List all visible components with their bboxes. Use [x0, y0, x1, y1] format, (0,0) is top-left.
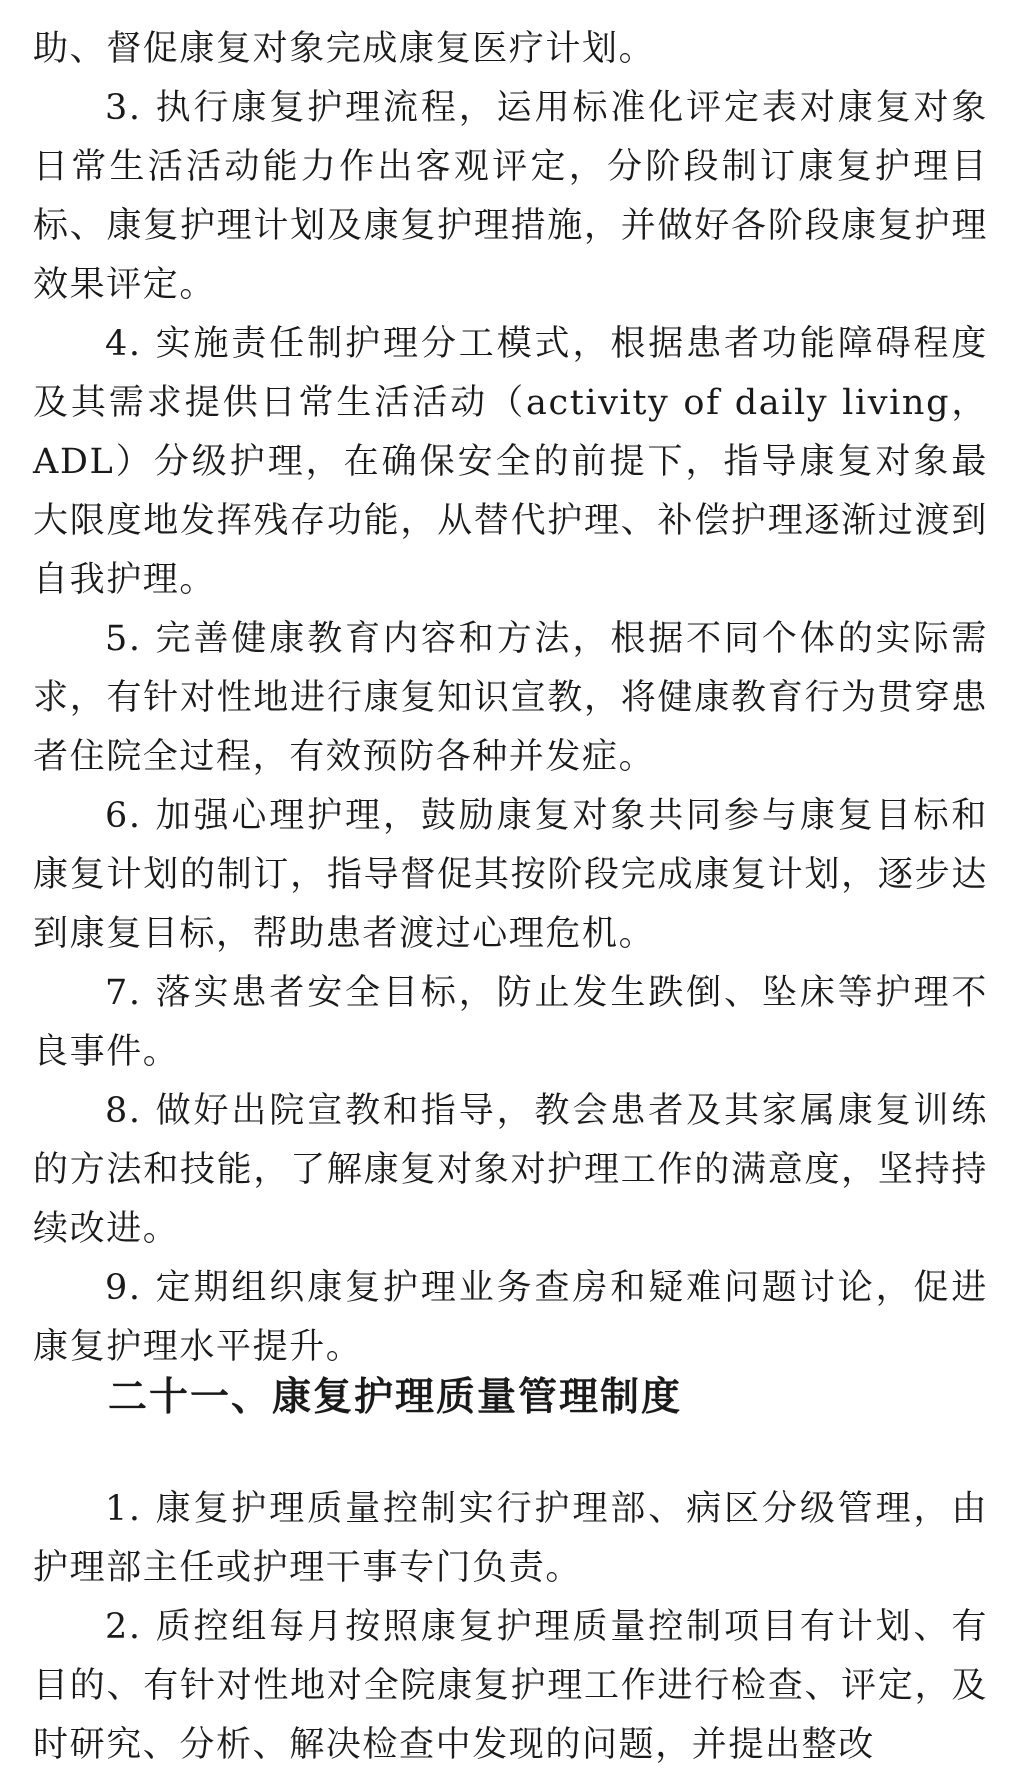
paragraph-item-6: 6. 加强心理护理，鼓励康复对象共同参与康复目标和康复计划的制订，指导督促其按阶段完成康复计划，逐步达到康复目标，帮助患者渡过心理危机。: [33, 796, 988, 954]
paragraph-item-4: 4. 实施责任制护理分工模式，根据患者功能障碍程度及其需求提供日常生活活动（activity of daily living，ADL）分级护理，在确保安全的前提下，指导康复对象最大限度地发挥残存功能，从替代护理、补偿护理逐渐过渡到自我护理。: [33, 324, 988, 600]
paragraph-item-7: 7. 落实患者安全目标，防止发生跌倒、坠床等护理不良事件。: [33, 973, 988, 1072]
paragraph-continued: 助、督促康复对象完成康复医疗计划。: [33, 29, 656, 69]
paragraph-item-9: 9. 定期组织康复护理业务查房和疑难问题讨论，促进康复护理水平提升。: [33, 1268, 988, 1367]
paragraph-item-5: 5. 完善健康教育内容和方法，根据不同个体的实际需求，有针对性地进行康复知识宣教，将健康教育行为贯穿患者住院全过程，有效预防各种并发症。: [33, 619, 988, 777]
paragraph-section-item-1: 1. 康复护理质量控制实行护理部、病区分级管理，由护理部主任或护理干事专门负责。: [33, 1489, 988, 1588]
paragraph-item-3: 3. 执行康复护理流程，运用标准化评定表对康复对象日常生活活动能力作出客观评定，分阶段制订康复护理目标、康复护理计划及康复护理措施，并做好各阶段康复护理效果评定。: [33, 88, 988, 305]
paragraph-item-8: 8. 做好出院宣教和指导，教会患者及其家属康复训练的方法和技能，了解康复对象对护理工作的满意度，坚持持续改进。: [33, 1091, 988, 1249]
section-heading: 二十一、康复护理质量管理制度: [108, 1375, 683, 1420]
paragraph-section-item-2: 2. 质控组每月按照康复护理质量控制项目有计划、有目的、有针对性地对全院康复护理工作进行检查、评定，及时研究、分析、解决检查中发现的问题，并提出整改: [33, 1607, 988, 1765]
